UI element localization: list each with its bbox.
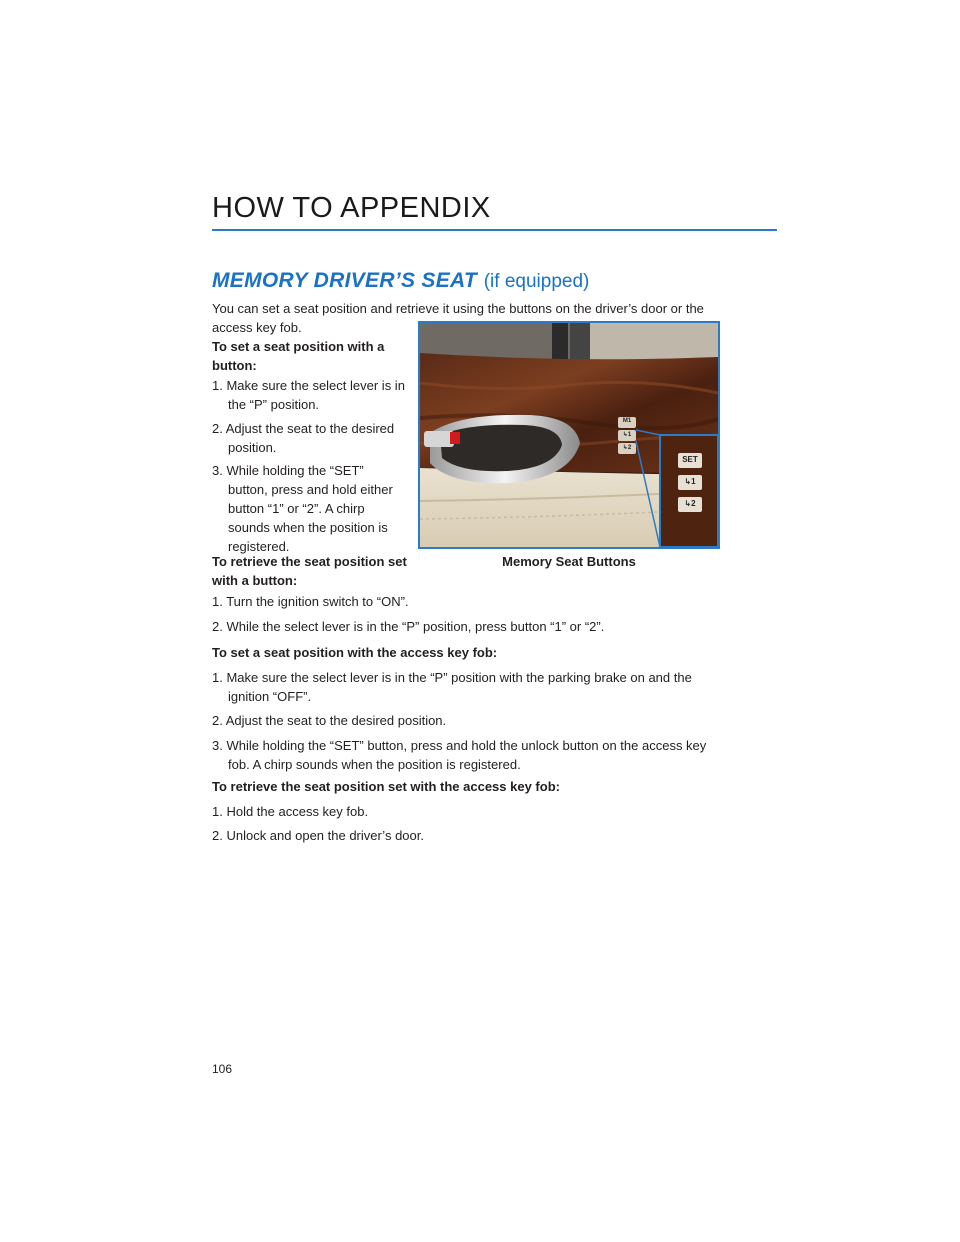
heading-main: MEMORY DRIVER’S SEAT [212,269,478,292]
step-line: position. [228,440,277,455]
intro-text-cont: access key fob. [212,320,302,335]
step-line: 3. While holding the “SET” [212,463,364,478]
title-rule [212,229,777,231]
step-line: ignition “OFF”. [228,689,312,704]
step-line: 1. Make sure the select lever is in the “P” position with the parking brake on and the [212,670,692,685]
page-heading [212,268,589,294]
step-line: sounds when the position is [228,520,388,535]
step-line: 3. While holding the “SET” button, press and hold the unlock button on the access key [212,738,707,753]
callout-button-1: ↳1 [684,477,696,486]
small-button-m1: M1 [622,418,632,424]
set-fob-title: To set a seat position with the access key fob: [212,645,498,660]
intro-text: You can set a seat position and retrieve it using the buttons on the driver’s door or the [212,301,704,316]
set-fob-step-3 [212,736,706,774]
door-panel-illustration [420,323,718,547]
set-button-title: To set a seat position with a [212,339,385,354]
retrieve-fob-step-1: 1. Hold the access key fob. [212,804,369,819]
figure-caption: Memory Seat Buttons [502,554,636,569]
step-line: button “1” or “2”. A chirp [228,501,365,516]
set-fob-step-1 [212,668,692,706]
retrieve-button-step-2: 2. While the select lever is in the “P” position, press button “1” or “2”. [212,619,605,634]
set-fob-step-2: 2. Adjust the seat to the desired position. [212,713,447,728]
set-button-step-2 [212,419,412,457]
step-line: the “P” position. [228,397,320,412]
retrieve-button-step-1: 1. Turn the ignition switch to “ON”. [212,594,409,609]
step-line: 1. Make sure the select lever is in [212,378,405,393]
retrieve-button-title-cont: with a button: [212,573,298,588]
set-button-step-1 [212,376,412,414]
step-line: registered. [228,539,290,554]
callout-button-set: SET [682,455,698,464]
retrieve-button-title: To retrieve the seat position set [212,554,407,569]
callout-button-2: ↳2 [684,499,696,508]
page-number: 106 [212,1062,233,1076]
heading-sub: (if equipped) [483,271,590,292]
small-button-1: ↳1 [622,432,632,438]
step-line: 2. Adjust the seat to the desired [212,421,395,436]
step-line: fob. A chirp sounds when the position is registered. [228,757,521,772]
small-button-2: ↳2 [622,445,632,451]
section-title: HOW TO APPENDIX [212,192,491,224]
retrieve-fob-title: To retrieve the seat position set with the access key fob: [212,779,560,794]
step-line: button, press and hold either [228,482,393,497]
set-button-step-3 [212,461,412,556]
retrieve-fob-step-2: 2. Unlock and open the driver’s door. [212,828,424,843]
set-button-title-cont: button: [212,358,257,373]
memory-seat-photo [418,321,720,549]
